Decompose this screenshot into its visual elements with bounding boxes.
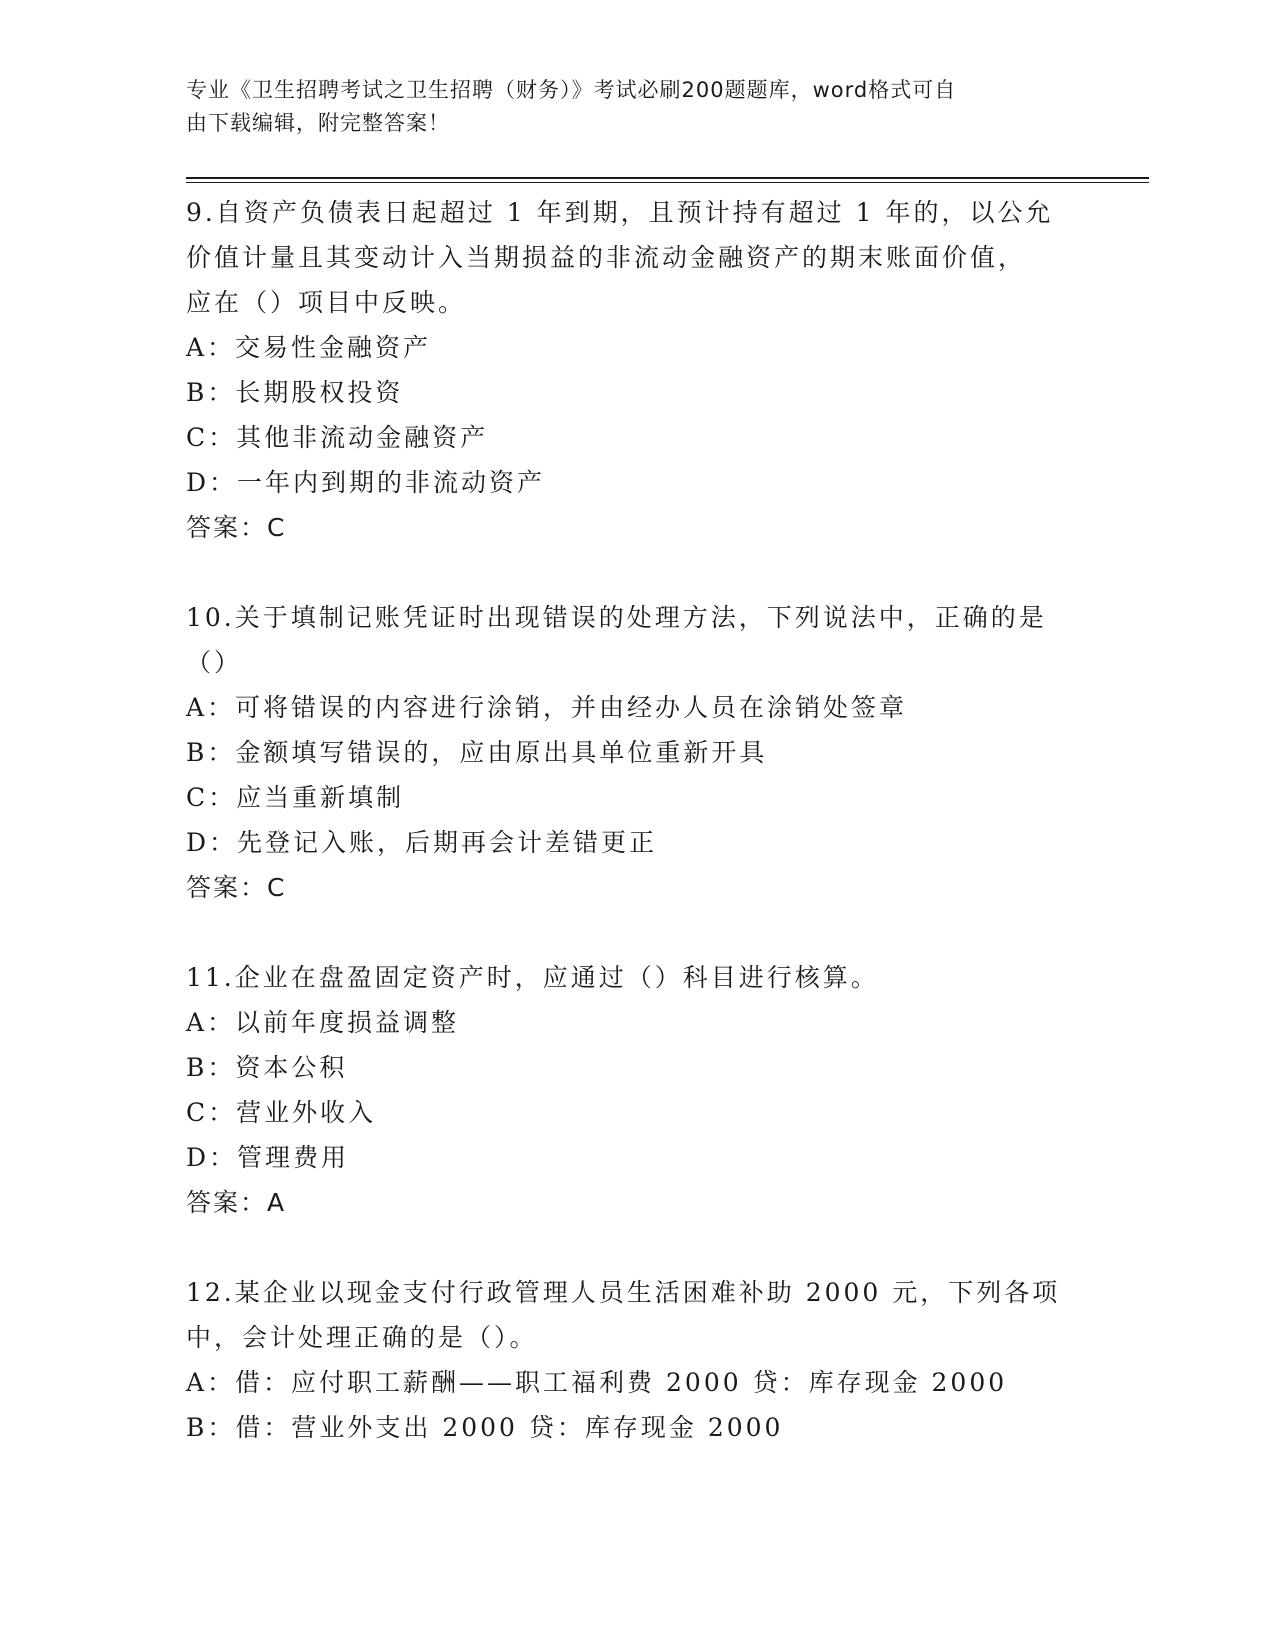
question-text-line: 9.自资产负债表日起超过 1 年到期，且预计持有超过 1 年的，以公允 bbox=[186, 198, 1054, 227]
question-9 bbox=[186, 190, 1086, 550]
question-11 bbox=[186, 955, 1086, 1225]
option-a: A：交易性金融资产 bbox=[186, 333, 432, 362]
option-b: B：金额填写错误的，应由原出具单位重新开具 bbox=[186, 738, 768, 767]
question-list bbox=[186, 190, 1086, 1495]
header-line-2: 由下载编辑，附完整答案！ bbox=[186, 111, 450, 135]
option-b: B：借：营业外支出 2000 贷：库存现金 2000 bbox=[186, 1413, 784, 1442]
question-text-line: 12.某企业以现金支付行政管理人员生活困难补助 2000 元，下列各项 bbox=[186, 1278, 1061, 1307]
option-b: B：资本公积 bbox=[186, 1053, 348, 1082]
option-c: C：应当重新填制 bbox=[186, 783, 405, 812]
option-d: D：一年内到期的非流动资产 bbox=[186, 468, 546, 497]
question-text-line: 11.企业在盘盈固定资产时，应通过（）科目进行核算。 bbox=[186, 963, 879, 992]
option-b: B：长期股权投资 bbox=[186, 378, 404, 407]
question-text-line: 应在（）项目中反映。 bbox=[186, 288, 467, 317]
document-header bbox=[186, 74, 1086, 140]
answer: 答案：A bbox=[186, 1188, 287, 1217]
option-d: D：先登记入账，后期再会计差错更正 bbox=[186, 828, 658, 857]
option-c: C：其他非流动金融资产 bbox=[186, 423, 489, 452]
header-divider bbox=[186, 177, 1149, 179]
option-a: A：可将错误的内容进行涂销，并由经办人员在涂销处签章 bbox=[186, 693, 908, 722]
question-text-line: （） bbox=[186, 648, 243, 677]
answer: 答案：C bbox=[186, 873, 287, 902]
option-c: C：营业外收入 bbox=[186, 1098, 377, 1127]
answer: 答案：C bbox=[186, 513, 287, 542]
option-a: A：借：应付职工薪酬——职工福利费 2000 贷：库存现金 2000 bbox=[186, 1368, 1008, 1397]
question-text-line: 10.关于填制记账凭证时出现错误的处理方法，下列说法中，正确的是 bbox=[186, 603, 1047, 632]
question-10 bbox=[186, 595, 1086, 910]
question-12 bbox=[186, 1270, 1086, 1450]
header-line-1: 专业《卫生招聘考试之卫生招聘（财务）》考试必刷200题题库，word格式可自 bbox=[186, 78, 957, 102]
option-d: D：管理费用 bbox=[186, 1143, 350, 1172]
option-a: A：以前年度损益调整 bbox=[186, 1008, 460, 1037]
question-text-line: 中，会计处理正确的是（）。 bbox=[186, 1323, 538, 1352]
question-text-line: 价值计量且其变动计入当期损益的非流动金融资产的期末账面价值， bbox=[186, 243, 1027, 272]
header-divider-thin bbox=[186, 182, 1149, 183]
